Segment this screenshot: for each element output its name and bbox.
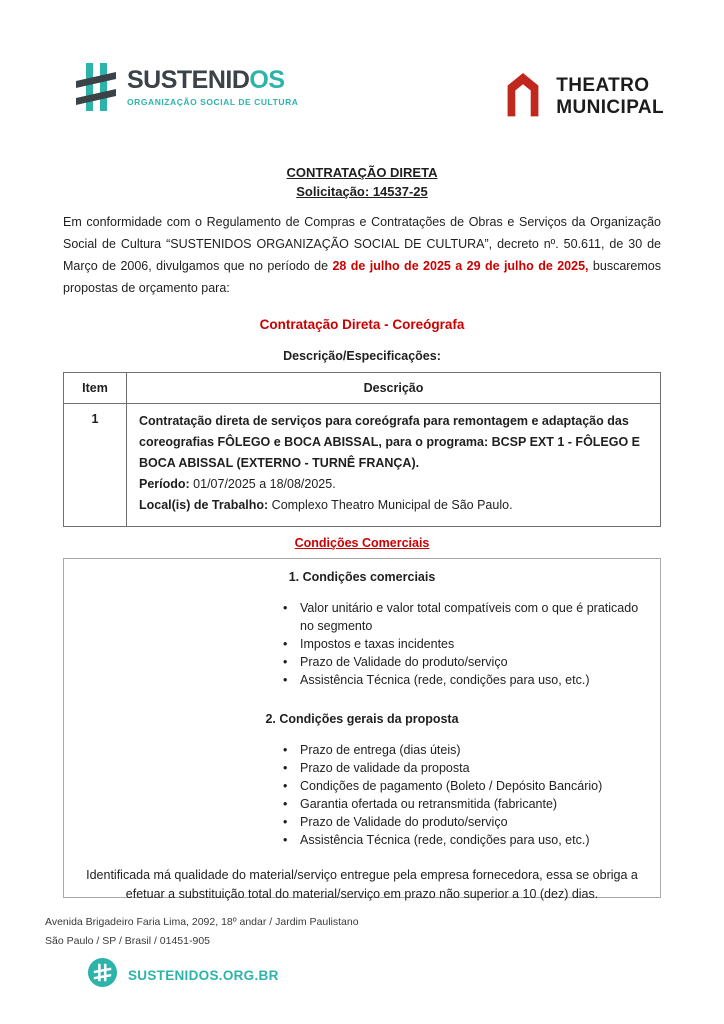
document-title bbox=[0, 163, 724, 201]
list-item: • Prazo de validade da proposta bbox=[283, 761, 470, 775]
list-item: • Impostos e taxas incidentes bbox=[283, 637, 455, 651]
bullet-icon: • bbox=[283, 779, 288, 793]
conditions-section-2-title: 2. Condições gerais da proposta bbox=[265, 712, 459, 726]
list-item: • Garantia ofertada ou retransmitida (fabricante) bbox=[283, 797, 558, 811]
footer-brand-row bbox=[87, 957, 359, 993]
list-item: • Assistência Técnica (rede, condições para uso, etc.) bbox=[283, 833, 590, 847]
bullet-icon: • bbox=[283, 833, 288, 847]
sustenidos-circle-hash-icon bbox=[87, 957, 118, 993]
spec-heading: Descrição/Especificações: bbox=[283, 349, 441, 363]
bullet-icon: • bbox=[283, 601, 288, 615]
list-item: • Prazo de Validade do produto/serviço bbox=[283, 815, 508, 829]
sustenidos-logo bbox=[74, 60, 298, 119]
items-table bbox=[63, 372, 661, 527]
title-line-1: CONTRATAÇÃO DIRETA bbox=[286, 165, 438, 180]
item-period: Período: 01/07/2025 a 18/08/2025. bbox=[139, 477, 336, 491]
bullet-icon: • bbox=[283, 743, 288, 757]
conditions-heading: Condições Comerciais bbox=[294, 536, 430, 550]
item-description: Contratação direta de serviços para coreógrafa para remontagem e adaptação das coreografias FÔLEGO e BOCA ABISSAL, para o programa: BCSP EXT 1 - FÔLEGO E BOCA ABISSAL (EXTERNO - TURNÊ FRANÇA). bbox=[139, 414, 641, 470]
conditions-section-1-list bbox=[283, 599, 648, 689]
conditions-box bbox=[63, 558, 661, 901]
quality-clause: Identificada má qualidade do material/serviço entregue pela empresa fornecedora, essa se obriga a efetuar a substituição total do material/serviço em prazo não superior a 10 (dez) dias. bbox=[86, 868, 638, 901]
sustenidos-wordmark: SUSTENIDOS bbox=[127, 66, 285, 94]
arch-doorway-icon bbox=[502, 70, 544, 123]
sharp-hash-icon bbox=[74, 60, 118, 119]
footer-address-line-1: Avenida Brigadeiro Faria Lima, 2092, 18º andar / Jardim Paulistano bbox=[45, 916, 359, 928]
bullet-icon: • bbox=[283, 815, 288, 829]
conditions-section-2-list bbox=[283, 741, 648, 849]
col-header-item: Item bbox=[64, 373, 127, 404]
list-item: • Valor unitário e valor total compatíveis com o que é praticado no segmento bbox=[283, 601, 639, 633]
table-row bbox=[64, 404, 661, 527]
theatro-municipal-logo bbox=[502, 70, 664, 123]
item-worksite: Local(is) de Trabalho: Complexo Theatro Municipal de São Paulo. bbox=[139, 498, 513, 512]
item-description-cell bbox=[127, 404, 661, 527]
section-heading: Contratação Direta - Coreógrafa bbox=[259, 317, 465, 332]
bullet-icon: • bbox=[283, 655, 288, 669]
list-item: • Assistência Técnica (rede, condições para uso, etc.) bbox=[283, 673, 590, 687]
sustenidos-tagline: ORGANIZAÇÃO SOCIAL DE CULTURA bbox=[127, 97, 299, 107]
table-header-row bbox=[64, 373, 661, 404]
theatro-wordmark: THEATRO MUNICIPAL bbox=[556, 75, 664, 118]
col-header-descricao: Descrição bbox=[127, 373, 661, 404]
date-range-highlight: 28 de julho de 2025 a 29 de julho de 2025, bbox=[332, 259, 589, 273]
bullet-icon: • bbox=[283, 761, 288, 775]
bullet-icon: • bbox=[283, 797, 288, 811]
conditions-section-1-title: 1. Condições comerciais bbox=[288, 570, 436, 584]
footer-site-url: SUSTENIDOS.ORG.BR bbox=[128, 967, 279, 983]
footer bbox=[45, 913, 359, 993]
intro-paragraph: Em conformidade com o Regulamento de Compras e Contratações de Obras e Serviços da Organização Social de Cultura “SUSTENIDOS ORGANIZAÇÃO SOCIAL DE CULTURA”, decreto nº. 50.611, de 30 de Março de 2006, divulgamos que no período de 28 de julho de 2025 a 29 de julho de 2025, buscaremos propostas de orçamento para: bbox=[63, 215, 661, 295]
list-item: • Prazo de entrega (dias úteis) bbox=[283, 743, 461, 757]
footer-address-line-2: São Paulo / SP / Brasil / 01451-905 bbox=[45, 934, 210, 947]
header-logos bbox=[74, 60, 664, 123]
list-item: • Condições de pagamento (Boleto / Depósito Bancário) bbox=[283, 779, 603, 793]
item-number-cell: 1 bbox=[64, 404, 127, 527]
bullet-icon: • bbox=[283, 637, 288, 651]
bullet-icon: • bbox=[283, 673, 288, 687]
list-item: • Prazo de Validade do produto/serviço bbox=[283, 655, 508, 669]
title-line-2: Solicitação: 14537-25 bbox=[296, 184, 428, 199]
